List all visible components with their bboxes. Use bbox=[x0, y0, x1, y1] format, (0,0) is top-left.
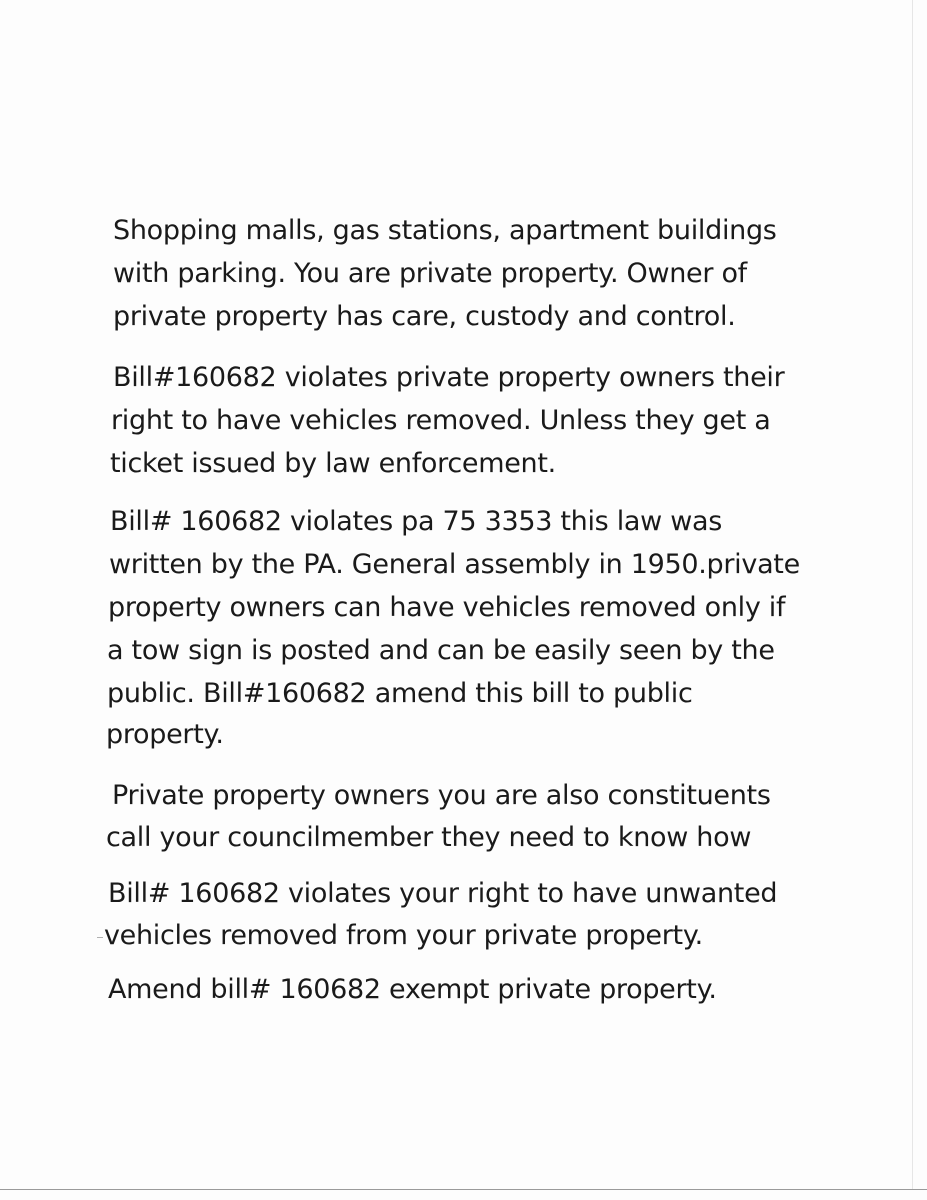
paragraph-3-line-3: property owners can have vehicles removed only if bbox=[108, 592, 786, 623]
paragraph-2-line-2: right to have vehicles removed. Unless they get a bbox=[111, 405, 771, 436]
paragraph-3-line-6: property. bbox=[106, 719, 224, 750]
paragraph-5-line-2: vehicles removed from your private property. bbox=[104, 920, 703, 951]
paragraph-1-line-2: with parking. You are private property. Owner of bbox=[113, 258, 747, 289]
paragraph-1-line-3: private property has care, custody and control. bbox=[113, 301, 736, 332]
paragraph-5-line-1: Bill# 160682 violates your right to have unwanted bbox=[108, 878, 778, 909]
paragraph-6-line-1: Amend bill# 160682 exempt private property. bbox=[108, 974, 717, 1005]
paragraph-3-line-1: Bill# 160682 violates pa 75 3353 this law was bbox=[110, 506, 723, 537]
paragraph-4-line-2: call your councilmember they need to know how bbox=[106, 822, 752, 853]
paragraph-4-line-1: Private property owners you are also constituents bbox=[112, 780, 771, 811]
paragraph-3-line-4: a tow sign is posted and can be easily seen by the bbox=[107, 635, 775, 666]
paragraph-3-line-5: public. Bill#160682 amend this bill to public bbox=[107, 678, 693, 709]
paragraph-3-line-2: written by the PA. General assembly in 1950.private bbox=[109, 549, 800, 580]
paragraph-1-line-1: Shopping malls, gas stations, apartment buildings bbox=[113, 215, 777, 246]
paragraph-2-line-3: ticket issued by law enforcement. bbox=[110, 448, 556, 479]
paragraph-2-line-1: Bill#160682 violates private property owners their bbox=[113, 362, 785, 393]
